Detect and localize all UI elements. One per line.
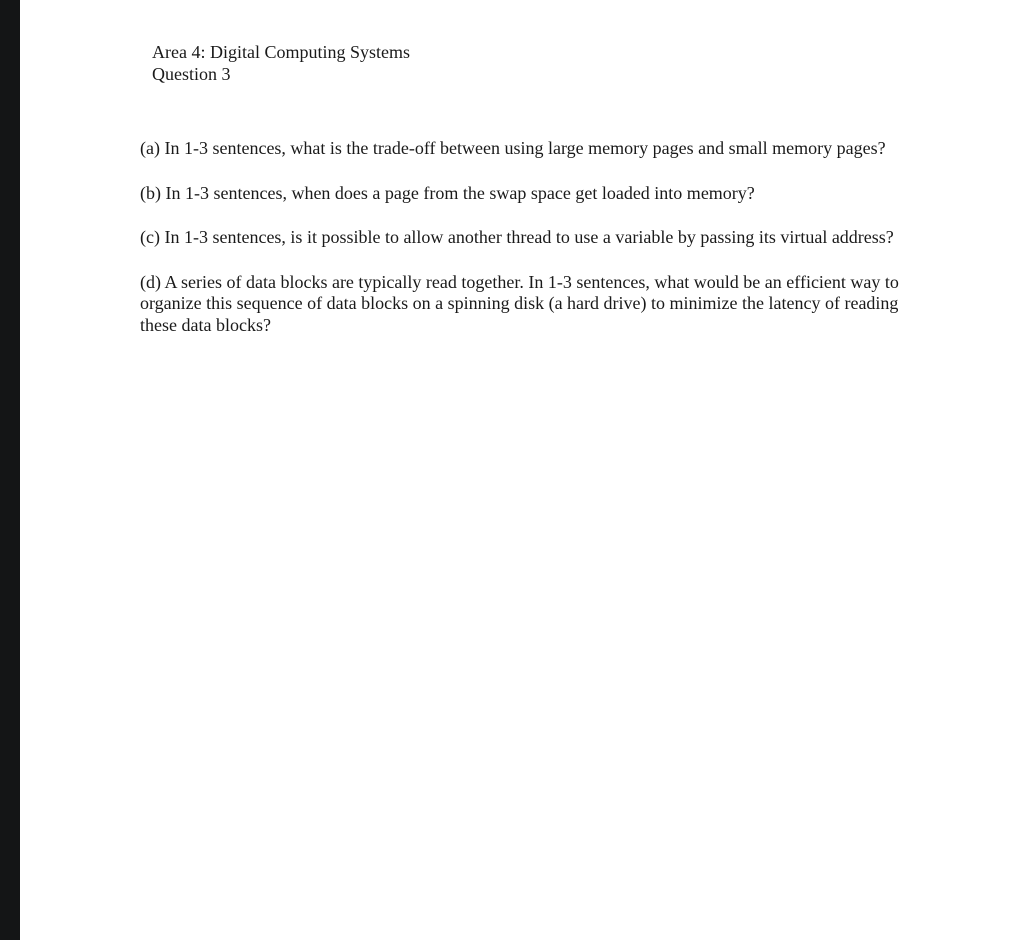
area-title: Area 4: Digital Computing Systems <box>152 42 410 62</box>
question-list <box>140 138 930 359</box>
document-header <box>152 41 410 85</box>
viewer-left-edge <box>0 0 20 940</box>
question-c: (c) In 1-3 sentences, is it possible to allow another thread to use a variable by passing its virtual address? <box>140 227 894 247</box>
question-d: (d) A series of data blocks are typically read together. In 1-3 sentences, what would be an efficient way to organize this sequence of data blocks on a spinning disk (a hard drive) to minimize the latency of reading these data blocks? <box>140 271 899 335</box>
question-a: (a) In 1-3 sentences, what is the trade-off between using large memory pages and small memory pages? <box>140 138 886 158</box>
question-b: (b) In 1-3 sentences, when does a page from the swap space get loaded into memory? <box>140 182 755 203</box>
document-page <box>20 0 1024 940</box>
question-number: Question 3 <box>152 64 231 84</box>
